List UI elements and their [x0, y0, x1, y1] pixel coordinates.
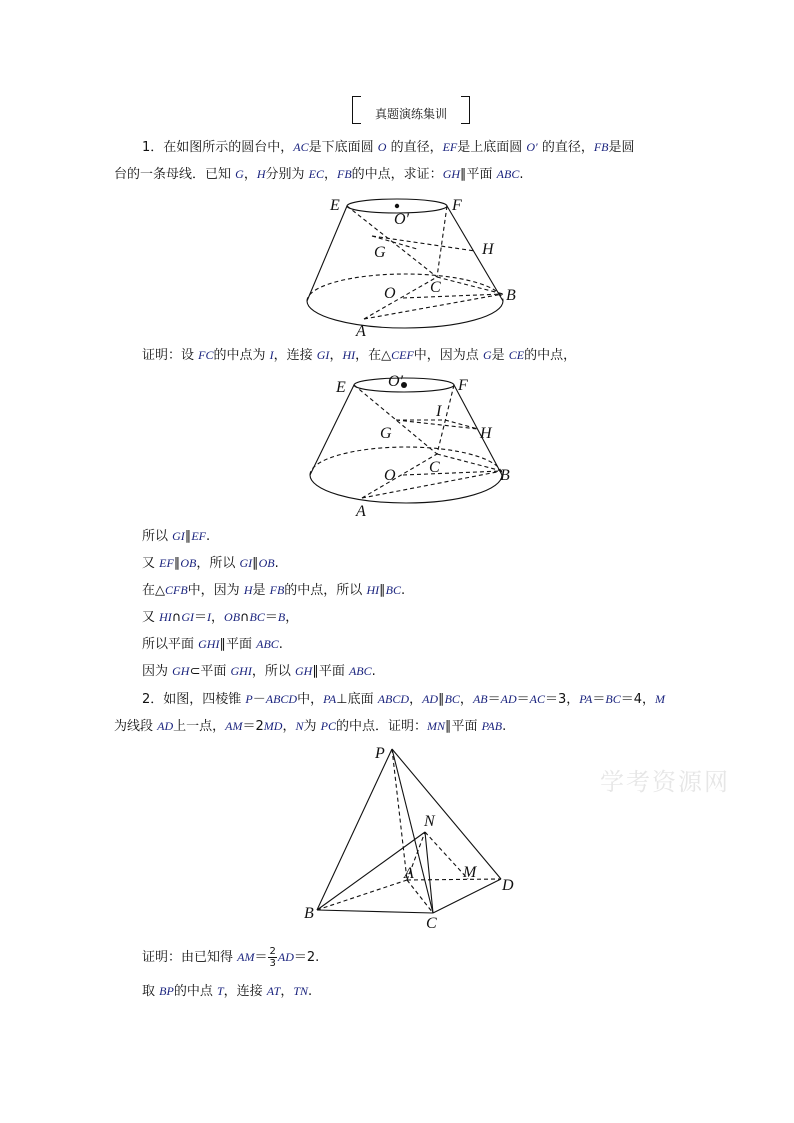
math-variable: AD — [157, 719, 174, 733]
math-variable: BC — [605, 692, 621, 706]
q2-proof-ad: AD — [277, 950, 294, 964]
math-variable: T — [216, 984, 224, 998]
text-run: ， — [409, 692, 423, 707]
text-run: 为 — [303, 719, 321, 734]
text-run: 2．如图，四棱锥 — [142, 692, 246, 707]
math-variable: G — [235, 167, 244, 181]
fig1-bottom-front-arc — [307, 301, 503, 328]
text-run: ⊥底面 — [336, 692, 378, 707]
text-run: ，所以 — [251, 664, 295, 679]
math-variable: ABC — [348, 664, 372, 678]
fig2-left-generatrix — [310, 385, 354, 475]
math-variable: GH — [294, 664, 313, 678]
fig2-label-H: H — [480, 425, 492, 442]
section-header — [352, 96, 470, 124]
text-run: ∥ — [438, 692, 445, 707]
fig3-label-B: B — [304, 905, 314, 922]
math-variable: O′ — [526, 140, 538, 154]
text-run: ，连接 — [223, 984, 267, 999]
text-run: ， — [329, 348, 343, 363]
math-variable: FB — [337, 167, 352, 181]
fig3-NM — [425, 832, 468, 879]
left-bracket — [352, 96, 361, 124]
text-run: ＝ — [264, 610, 278, 625]
fig1-label-C: C — [430, 279, 441, 296]
math-variable: AC — [529, 692, 545, 706]
math-variable: TN — [293, 984, 309, 998]
text-run: ， — [285, 610, 299, 625]
q2-line-2 — [114, 717, 506, 736]
fig1-OB — [403, 294, 503, 298]
text-run: 的中点 — [173, 984, 217, 999]
text-run: ∥ — [173, 556, 181, 571]
text-run: 又 — [142, 556, 160, 571]
text-run: ∥平面 — [219, 637, 257, 652]
math-variable: FB — [593, 140, 609, 154]
text-run: . — [205, 529, 211, 544]
fig1-label-F: F — [452, 197, 462, 214]
math-variable: EF — [191, 529, 206, 543]
fig2-label-O1: O′ — [388, 373, 404, 390]
fig2-label-F: F — [458, 377, 468, 394]
math-variable: PAB — [481, 719, 503, 733]
q1-step-4 — [142, 608, 298, 627]
text-run: . — [519, 167, 524, 182]
fig1-left-generatrix — [307, 206, 347, 301]
fraction-numerator: 2 — [269, 946, 276, 957]
q2-proof-end: ＝2. — [293, 950, 320, 965]
text-run: 的直径， — [386, 140, 443, 155]
text-run: 在△ — [142, 583, 165, 598]
text-run: ∥平面 — [312, 664, 349, 679]
fig1-label-E: E — [330, 197, 340, 214]
fig3-NC — [425, 832, 433, 913]
fig3-PB — [317, 749, 392, 910]
math-variable: GI — [172, 529, 185, 543]
math-variable: GHI — [230, 664, 252, 678]
math-variable: B — [277, 610, 286, 624]
text-run: 的中点，求证： — [351, 167, 443, 182]
text-run: 台的一条母线．已知 — [114, 167, 236, 182]
text-run: . — [274, 556, 279, 571]
fraction-denominator: 3 — [269, 958, 276, 969]
math-variable: BC — [385, 583, 401, 597]
math-variable: PA — [323, 692, 337, 706]
text-run: ＝ — [592, 692, 606, 707]
q1-proof-intro — [142, 346, 576, 365]
text-run: ，在△ — [355, 348, 392, 363]
fig1-label-H: H — [482, 241, 494, 258]
math-variable: BC — [444, 692, 460, 706]
fig3-label-M: M — [463, 864, 477, 881]
math-variable: OB — [258, 556, 275, 570]
text-run: 所以平面 — [142, 637, 199, 652]
q1-step-2 — [142, 554, 279, 573]
math-variable: AM — [225, 719, 243, 733]
math-variable: EF — [442, 140, 458, 154]
fig1-label-B: B — [506, 287, 516, 304]
text-run: 上一点， — [173, 719, 226, 734]
q2-last-line — [142, 982, 312, 1001]
text-run: ， — [280, 984, 294, 999]
fig2-bottom-back-arc — [310, 447, 502, 475]
text-run: 分别为 — [265, 167, 309, 182]
pyramid-figure — [300, 742, 522, 934]
math-variable: AD — [422, 692, 439, 706]
q1-step-5 — [142, 635, 283, 654]
math-variable: FC — [198, 348, 214, 362]
text-run: 是下底面圆 — [308, 140, 378, 155]
math-variable: GH — [172, 664, 190, 678]
fig1-right-generatrix — [447, 206, 503, 301]
math-variable: BC — [249, 610, 265, 624]
text-run: ＝2 — [242, 719, 264, 734]
math-variable: N — [295, 719, 304, 733]
text-run: 中，因为 — [187, 583, 244, 598]
text-run: 的中点．证明： — [335, 719, 427, 734]
math-variable: AC — [293, 140, 309, 154]
text-run: ∥ — [184, 529, 192, 544]
text-run: 是 — [491, 348, 509, 363]
math-variable: P — [245, 692, 253, 706]
right-bracket — [461, 96, 470, 124]
math-variable: GI — [316, 348, 330, 362]
math-variable: HI — [159, 610, 172, 624]
fig3-label-D: D — [502, 877, 514, 894]
math-variable: FB — [269, 583, 285, 597]
math-variable: AB — [472, 692, 488, 706]
fig1-bottom-back-arc — [307, 274, 503, 301]
frustum-figure-2 — [300, 368, 520, 520]
fig2-label-I: I — [436, 403, 442, 420]
math-variable: CEF — [391, 348, 414, 362]
q2-line-1 — [142, 690, 665, 709]
text-run: 证明：设 — [142, 348, 199, 363]
text-run: ∩ — [240, 610, 250, 625]
math-variable: MD — [263, 719, 283, 733]
math-variable: PA — [579, 692, 593, 706]
fig1-FC — [437, 206, 447, 277]
text-run: ⊂平面 — [189, 664, 231, 679]
fraction — [268, 946, 276, 969]
math-variable: ABCD — [377, 692, 410, 706]
math-variable: GHI — [198, 637, 220, 651]
text-run: ， — [323, 167, 337, 182]
text-run: . — [278, 637, 283, 652]
text-run: ＝ — [194, 610, 208, 625]
fig3-BA — [317, 880, 407, 910]
fig3-label-N: N — [424, 813, 435, 830]
math-variable: H — [243, 583, 253, 597]
text-run: 的中点为 — [213, 348, 270, 363]
q1-step-1 — [142, 527, 210, 546]
text-run: 1．在如图所示的圆台中， — [142, 140, 294, 155]
math-variable: ABCD — [265, 692, 298, 706]
q1-step-3 — [142, 581, 405, 600]
text-run: ，所以 — [196, 556, 240, 571]
math-variable: H — [256, 167, 266, 181]
fig3-PA — [392, 749, 407, 880]
math-variable: MN — [426, 719, 445, 733]
math-variable: GI — [181, 610, 194, 624]
fig1-label-O1: O′ — [394, 211, 410, 228]
math-variable: I — [269, 348, 274, 362]
fig3-CD — [433, 879, 501, 913]
text-run: ＝4， — [620, 692, 656, 707]
text-run: 因为 — [142, 664, 173, 679]
fig3-label-C: C — [426, 915, 437, 932]
text-run: . — [371, 664, 376, 679]
watermark: 学考资源网 — [600, 768, 730, 796]
text-run: ∥ — [379, 583, 386, 598]
q2-proof-am: AM — [237, 950, 255, 964]
fig1-center-dot — [395, 204, 399, 208]
text-run: . — [308, 984, 313, 999]
math-variable: GH — [442, 167, 461, 181]
fig1-CB — [437, 277, 503, 294]
fig2-label-A: A — [356, 503, 366, 520]
text-run: 是圆 — [608, 140, 635, 155]
text-run: ∥平面 — [444, 719, 482, 734]
math-variable: ABC — [496, 167, 520, 181]
math-variable: GI — [239, 556, 253, 570]
text-run: 所以 — [142, 529, 173, 544]
frustum-figure-1 — [300, 190, 520, 342]
fig3-BC — [317, 910, 433, 913]
text-run: 又 — [142, 610, 160, 625]
fig2-AC — [362, 454, 437, 498]
text-run: ＝ — [516, 692, 530, 707]
fig1-GH — [372, 236, 475, 251]
section-header-text: 真题演练集训 — [374, 107, 447, 121]
text-run: 中，因为点 — [413, 348, 483, 363]
math-variable: OB — [224, 610, 241, 624]
math-variable: O — [377, 140, 387, 154]
math-variable: CE — [508, 348, 525, 362]
fig1-label-O: O — [384, 285, 396, 302]
fig3-AD — [407, 879, 501, 880]
text-run: ∥平面 — [460, 167, 497, 182]
q1-line-2 — [114, 165, 523, 184]
q2-proof-text: 证明：由已知得 — [142, 950, 238, 965]
text-run: ＝3， — [544, 692, 580, 707]
math-variable: AD — [500, 692, 517, 706]
math-variable: AT — [266, 984, 281, 998]
q2-proof-line — [142, 944, 319, 971]
text-run: ∥ — [252, 556, 259, 571]
fig3-label-A: A — [404, 865, 414, 882]
fig2-label-B: B — [500, 467, 510, 484]
text-run: 为线段 — [114, 719, 158, 734]
text-run: 的中点， — [524, 348, 577, 363]
fig2-right-generatrix — [454, 385, 502, 475]
fig3-label-P: P — [375, 745, 385, 762]
fig1-EC — [347, 206, 437, 277]
text-run: . — [502, 719, 507, 734]
text-run: . — [400, 583, 406, 598]
text-run: － — [252, 692, 266, 707]
fig2-label-C: C — [429, 459, 440, 476]
text-run: 是 — [252, 583, 270, 598]
math-variable: CFB — [165, 583, 188, 597]
fig2-label-E: E — [336, 379, 346, 396]
text-run: ，连接 — [273, 348, 317, 363]
math-variable: I — [207, 610, 212, 624]
text-run: 是上底面圆 — [457, 140, 527, 155]
fig2-label-G: G — [380, 425, 392, 442]
fig1-label-G: G — [374, 244, 386, 261]
math-variable: M — [655, 692, 666, 706]
math-variable: ABC — [256, 637, 279, 651]
math-variable: HI — [342, 348, 356, 362]
q2-proof-eq: ＝ — [254, 950, 268, 965]
text-run: 中， — [297, 692, 324, 707]
q1-line-1 — [142, 138, 635, 157]
text-run: ∩ — [171, 610, 182, 625]
text-run: ， — [211, 610, 225, 625]
fig2-label-O: O — [384, 467, 396, 484]
math-variable: BP — [159, 984, 174, 998]
text-run: ＝ — [487, 692, 501, 707]
fig1-label-A: A — [356, 323, 366, 340]
math-variable: PC — [320, 719, 336, 733]
math-variable: EF — [159, 556, 174, 570]
text-run: 的直径， — [537, 140, 594, 155]
math-variable: HI — [366, 583, 380, 597]
q1-step-6 — [142, 662, 376, 681]
text-run: ， — [282, 719, 296, 734]
text-run: ， — [243, 167, 257, 182]
text-run: ， — [459, 692, 473, 707]
math-variable: G — [482, 348, 492, 362]
math-variable: EC — [308, 167, 324, 181]
text-run: 取 — [142, 984, 160, 999]
math-variable: OB — [180, 556, 197, 570]
text-run: 的中点，所以 — [284, 583, 367, 598]
fig2-GH — [396, 420, 478, 429]
